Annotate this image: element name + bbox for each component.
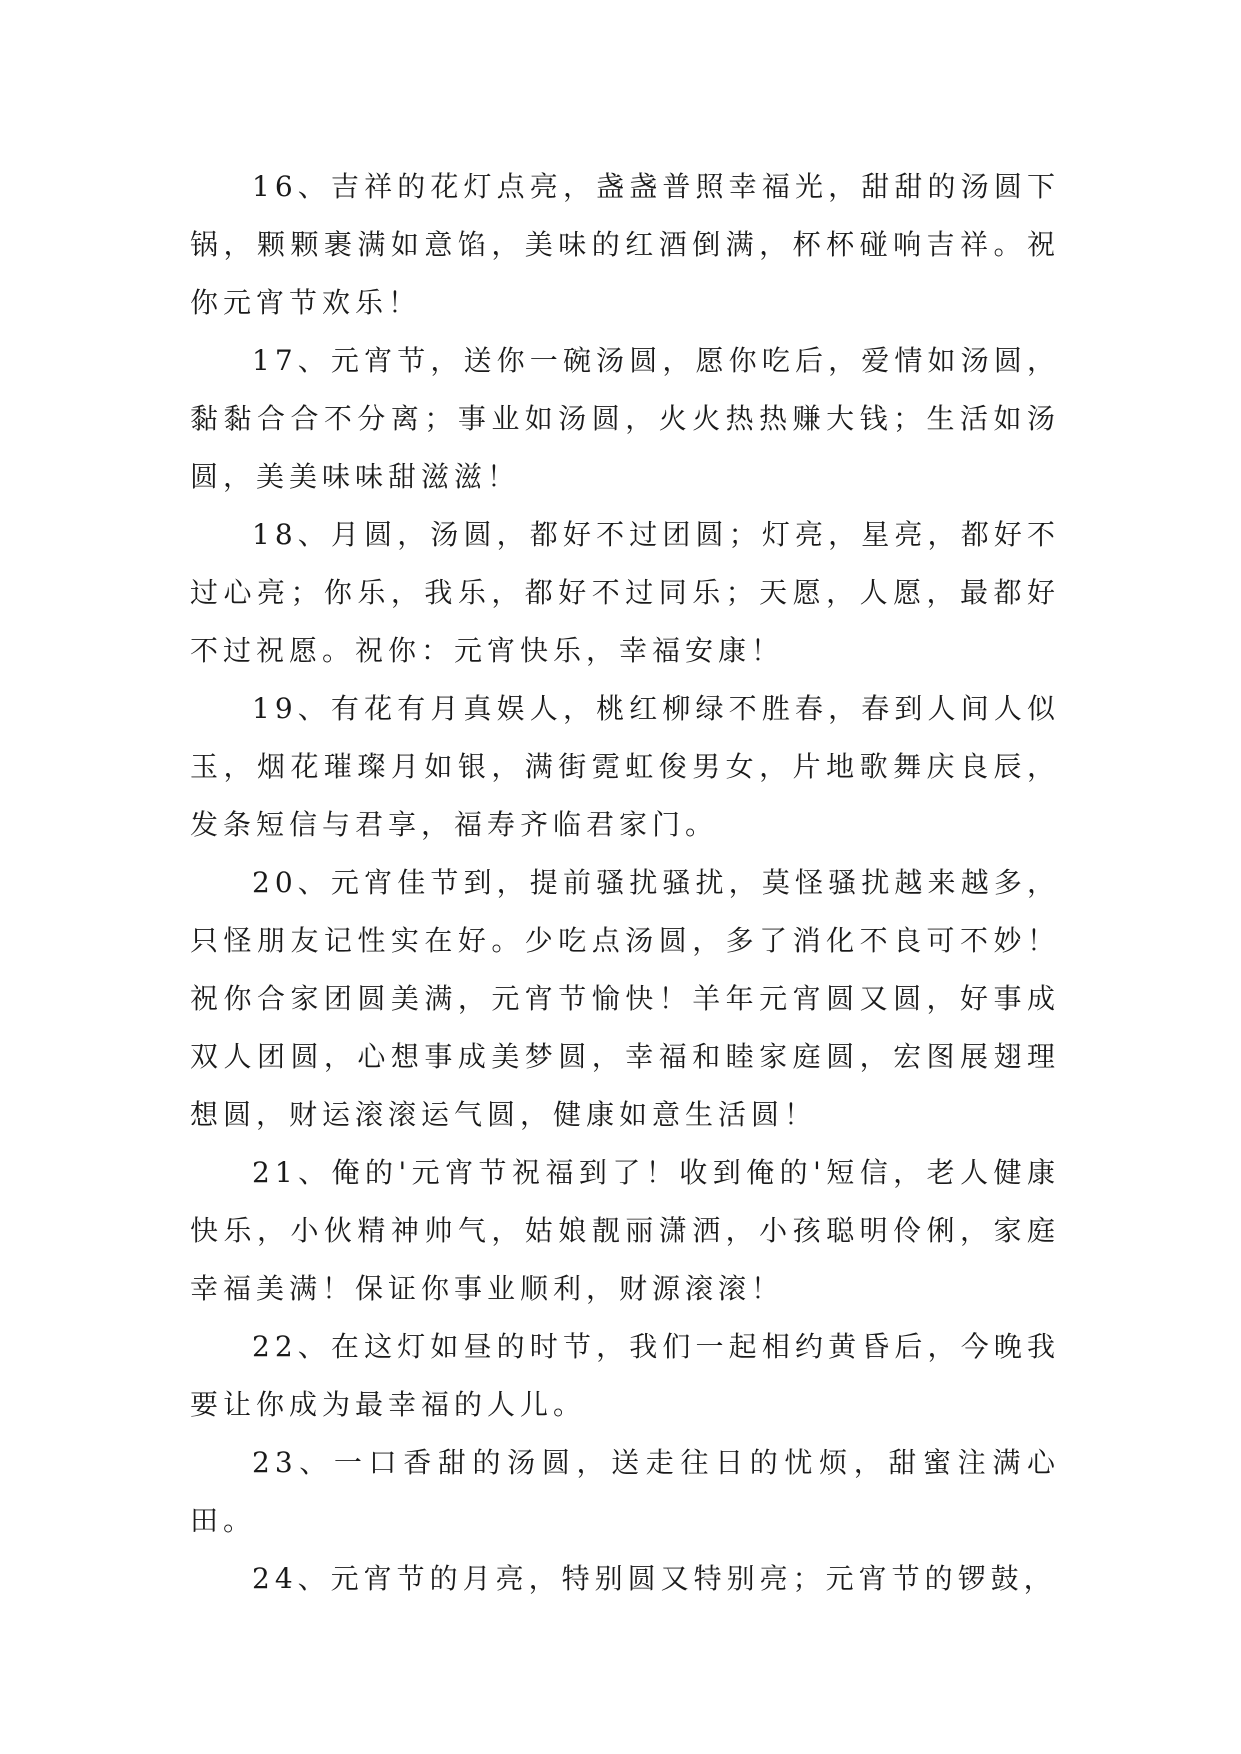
paragraph-23: 23、一口香甜的汤圆，送走往日的忧烦，甜蜜注满心田。: [190, 1446, 1060, 1537]
document-body: [190, 158, 1060, 1608]
paragraph-19: 19、有花有月真娱人，桃红柳绿不胜春，春到人间人似玉，烟花璀璨月如银，满街霓虹俊男女，片地歌舞庆良辰，发条短信与君享，福寿齐临君家门。: [190, 692, 1060, 841]
paragraph-18: 18、月圆，汤圆，都好不过团圆；灯亮，星亮，都好不过心亮；你乐，我乐，都好不过同乐；天愿，人愿，最都好不过祝愿。祝你：元宵快乐，幸福安康！: [190, 518, 1060, 667]
paragraph-16: 16、吉祥的花灯点亮，盏盏普照幸福光，甜甜的汤圆下锅，颗颗裹满如意馅，美味的红酒倒满，杯杯碰响吉祥。祝你元宵节欢乐！: [190, 170, 1060, 319]
paragraph-21: 21、俺的'元宵节祝福到了！收到俺的'短信，老人健康快乐，小伙精神帅气，姑娘靓丽潇洒，小孩聪明伶俐，家庭幸福美满！保证你事业顺利，财源滚滚！: [190, 1156, 1060, 1305]
paragraph-17: 17、元宵节，送你一碗汤圆，愿你吃后，爱情如汤圆，黏黏合合不分离；事业如汤圆，火火热热赚大钱；生活如汤圆，美美味味甜滋滋！: [190, 344, 1060, 493]
paragraph-22: 22、在这灯如昼的时节，我们一起相约黄昏后，今晚我要让你成为最幸福的人儿。: [190, 1330, 1060, 1421]
paragraph-24: 24、元宵节的月亮，特别圆又特别亮；元宵节的锣鼓，: [252, 1562, 1057, 1595]
paragraph-20: 20、元宵佳节到，提前骚扰骚扰，莫怪骚扰越来越多，只怪朋友记性实在好。少吃点汤圆，多了消化不良可不妙！祝你合家团圆美满，元宵节愉快！羊年元宵圆又圆，好事成双人团圆，心想事成美梦圆，幸福和睦家庭圆，宏图展翅理想圆，财运滚滚运气圆，健康如意生活圆！: [190, 866, 1060, 1131]
